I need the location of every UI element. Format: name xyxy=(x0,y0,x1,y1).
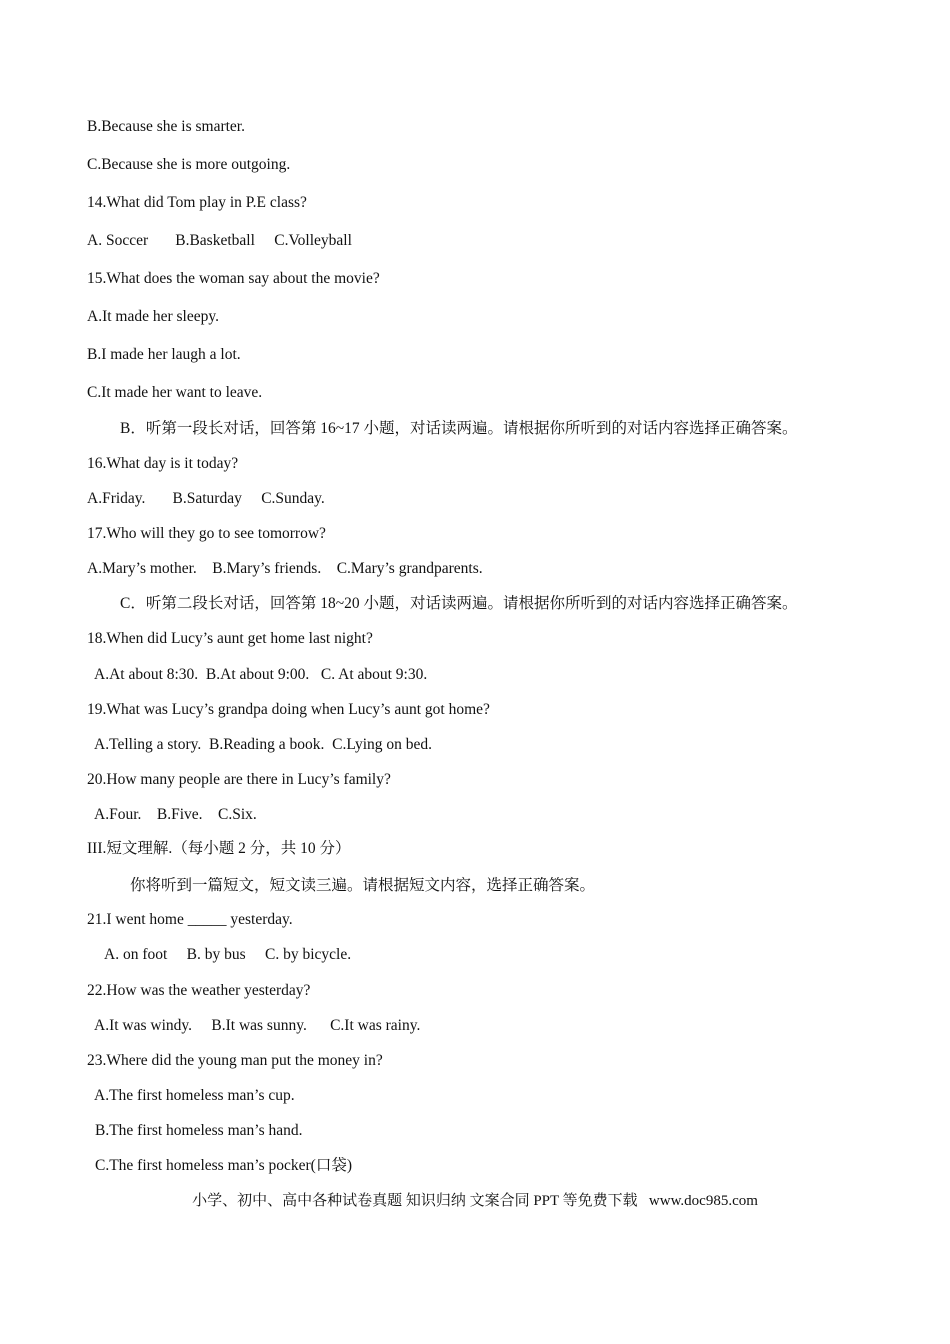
options-17: A.Mary’s mother. B.Mary’s friends. C.Mary’s grandparents. xyxy=(87,560,483,577)
section-iii-instruction: 你将听到一篇短文，短文读三遍。请根据短文内容，选择正确答案。 xyxy=(130,877,596,894)
options-21: A. on foot B. by bus C. by bicycle. xyxy=(104,946,352,963)
options-14: A. Soccer B.Basketball C.Volleyball xyxy=(87,232,352,249)
question-14: 14.What did Tom play in P.E class? xyxy=(87,194,307,211)
option-13b: B.Because she is smarter. xyxy=(87,118,245,135)
page-footer: 小学、初中、高中各种试卷真题 知识归纳 文案合同 PPT 等免费下载 www.doc985.com xyxy=(192,1193,758,1209)
question-21: 21.I went home _____ yesterday. xyxy=(87,911,293,928)
section-c-instruction: C．听第二段长对话，回答第 18~20 小题，对话读两遍。请根据你所听到的对话内容选择正确答案。 xyxy=(120,595,798,612)
question-20: 20.How many people are there in Lucy’s family? xyxy=(87,771,391,788)
section-iii-heading: III.短文理解.（每小题 2 分，共 10 分） xyxy=(87,840,351,857)
question-17: 17.Who will they go to see tomorrow? xyxy=(87,525,326,542)
option-15b: B.I made her laugh a lot. xyxy=(87,346,241,363)
options-16: A.Friday. B.Saturday C.Sunday. xyxy=(87,490,325,507)
options-20: A.Four. B.Five. C.Six. xyxy=(94,806,257,823)
option-15c: C.It made her want to leave. xyxy=(87,384,263,401)
question-19: 19.What was Lucy’s grandpa doing when Lucy’s aunt got home? xyxy=(87,701,490,718)
options-22: A.It was windy. B.It was sunny. C.It was rainy. xyxy=(94,1017,421,1034)
options-18: A.At about 8:30. B.At about 9:00. C. At about 9:30. xyxy=(94,666,428,683)
section-b-instruction: B．听第一段长对话，回答第 16~17 小题，对话读两遍。请根据你所听到的对话内容选择正确答案。 xyxy=(120,420,798,437)
option-23a: A.The first homeless man’s cup. xyxy=(94,1087,295,1104)
question-22: 22.How was the weather yesterday? xyxy=(87,982,311,999)
option-23c: C.The first homeless man’s pocker(口袋) xyxy=(95,1157,352,1174)
option-13c: C.Because she is more outgoing. xyxy=(87,156,291,173)
question-16: 16.What day is it today? xyxy=(87,455,239,472)
options-19: A.Telling a story. B.Reading a book. C.Lying on bed. xyxy=(94,736,433,753)
question-15: 15.What does the woman say about the movie? xyxy=(87,270,380,287)
question-18: 18.When did Lucy’s aunt get home last night? xyxy=(87,630,373,647)
option-23b: B.The first homeless man’s hand. xyxy=(95,1122,303,1139)
option-15a: A.It made her sleepy. xyxy=(87,308,219,325)
question-23: 23.Where did the young man put the money in? xyxy=(87,1052,383,1069)
